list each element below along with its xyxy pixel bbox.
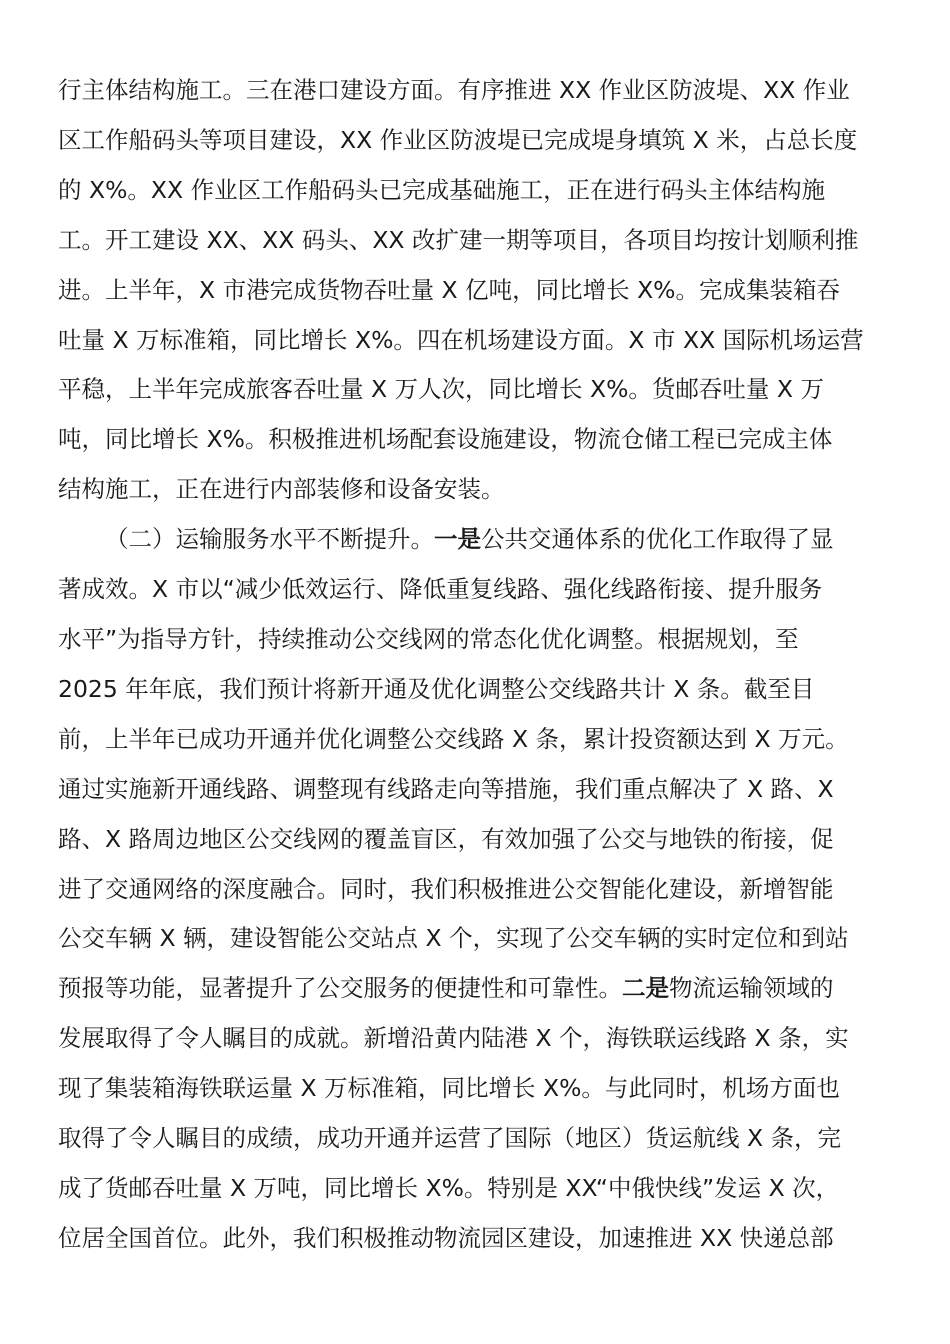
text-line: 路、X 路周边地区公交线网的覆盖盲区，有效加强了公交与地铁的衔接，促 xyxy=(58,824,834,853)
text-line: 发展取得了令人瞩目的成就。新增沿黄内陆港 X 个，海铁联运线路 X 条，实 xyxy=(58,1024,849,1053)
text-line: 行主体结构施工。三在港口建设方面。有序推进 XX 作业区防波堤、XX 作业 xyxy=(58,76,850,104)
text-line xyxy=(58,964,892,1014)
bold-label-first: 一是 xyxy=(434,525,481,554)
text-line: 公交车辆 X 辆，建设智能公交站点 X 个，实现了公交车辆的实时定位和到站 xyxy=(58,924,849,953)
text-line: 前，上半年已成功开通并优化调整公交线路 X 条，累计投资额达到 X 万元。 xyxy=(58,724,849,753)
text-line: 通过实施新开通线路、调整现有线路走向等措施，我们重点解决了 X 路、X xyxy=(58,774,834,803)
text-line: 工。开工建设 XX、XX 码头、XX 改扩建一期等项目，各项目均按计划顺利推 xyxy=(58,225,859,254)
text-line: 区工作船码头等项目建设，XX 作业区防波堤已完成堤身填筑 X 米，占总长度 xyxy=(58,125,858,154)
document-page xyxy=(58,66,892,1264)
text-line: 成了货邮吞吐量 X 万吨，同比增长 X%。特别是 XX“中俄快线”发运 X 次， xyxy=(58,1173,840,1202)
text-line: 吨，同比增长 X%。积极推进机场配套设施建设，物流仓储工程已完成主体 xyxy=(58,425,833,454)
text-line: 进了交通网络的深度融合。同时，我们积极推进公交智能化建设，新增智能 xyxy=(58,874,834,903)
section-heading: （二）运输服务水平不断提升。 xyxy=(105,525,434,554)
text-line: 现了集装箱海铁联运量 X 万标准箱，同比增长 X%。与此同时，机场方面也 xyxy=(58,1074,840,1103)
text-line: 结构施工，正在进行内部装修和设备安装。 xyxy=(58,475,505,504)
text-line: 位居全国首位。此外，我们积极推动物流园区建设，加速推进 XX 快递总部 xyxy=(58,1223,834,1252)
text-line: 进。上半年，X 市港完成货物吞吐量 X 亿吨，同比增长 X%。完成集装箱吞 xyxy=(58,275,841,304)
text-span: 公共交通体系的优化工作取得了显 xyxy=(481,525,834,554)
text-span: 预报等功能，显著提升了公交服务的便捷性和可靠性。 xyxy=(58,974,622,1003)
text-line: 著成效。X 市以“减少低效运行、降低重复线路、强化线路衔接、提升服务 xyxy=(58,575,823,604)
text-line: 吐量 X 万标准箱，同比增长 X%。四在机场建设方面。X 市 XX 国际机场运营 xyxy=(58,325,864,354)
text-span: 物流运输领域的 xyxy=(669,974,834,1003)
paragraph-transport-service xyxy=(58,515,892,1264)
paragraph-port-airport xyxy=(58,66,892,515)
text-line: 2025 年年底，我们预计将新开通及优化调整公交线路共计 X 条。截至目 xyxy=(58,674,815,703)
text-line: 平稳，上半年完成旅客吞吐量 X 万人次，同比增长 X%。货邮吞吐量 X 万 xyxy=(58,375,824,404)
bold-label-second: 二是 xyxy=(622,974,669,1003)
text-line: 的 X%。XX 作业区工作船码头已完成基础施工，正在进行码头主体结构施 xyxy=(58,175,826,204)
text-line: 取得了令人瞩目的成绩，成功开通并运营了国际（地区）货运航线 X 条，完 xyxy=(58,1124,842,1153)
text-line xyxy=(58,515,892,565)
text-line: 水平”为指导方针，持续推动公交线网的常态化优化调整。根据规划，至 xyxy=(58,624,799,653)
